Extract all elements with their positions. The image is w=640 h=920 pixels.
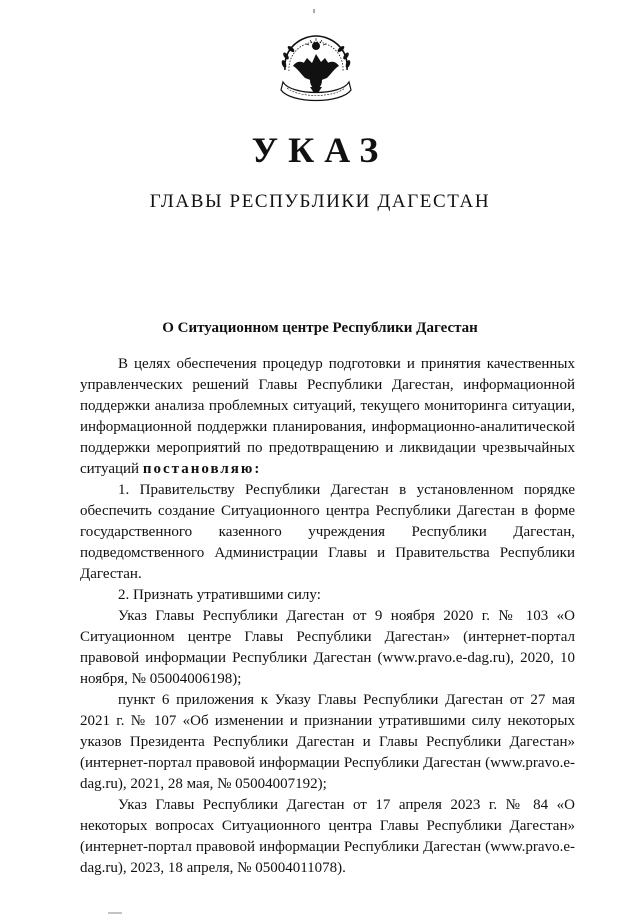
paragraph-3: Указ Главы Республики Дагестан от 9 ноября 2020 г. № 103 «О Ситуационном центре Главы Республики Дагестан» (интернет-портал правовой информации Республики Дагестан (www.pravo.e-dag.ru), 2020, 10 ноября, № 05004006198); — [80, 608, 575, 687]
scan-artifact-bottom — [108, 902, 122, 906]
preamble-paragraph — [80, 354, 575, 480]
paragraph-4: пункт 6 приложения к Указу Главы Республики Дагестан от 27 мая 2021 г. № 107 «Об изменении и признании утратившими силу некоторых указов Президента Республики Дагестан и Главы Республики Дагестан» (интернет-портал правовой информации Республики Дагестан (www.pravo.e-dag.ru), 2021, 28 мая, № 05004007192); — [80, 692, 575, 792]
document-title: УКАЗ — [251, 130, 389, 170]
preamble-text: В целях обеспечения процедур подготовки и принятия качественных управленческих решений Главы Республики Дагестан, информационной поддержки анализа проблемных ситуаций, текущего мониторинга ситуации, информационной поддержки планирования, информационно-аналитической поддержки мероприятий по предотвращению и ликвидации чрезвычайных ситуаций — [80, 356, 575, 477]
coat-of-arms-icon — [271, 30, 361, 110]
paragraph-2: 2. Признать утратившими силу: — [118, 587, 321, 603]
decree-word: постановляю: — [142, 461, 262, 477]
document-heading: О Ситуационном центре Республики Дагестан — [162, 320, 478, 336]
paragraph-5: Указ Главы Республики Дагестан от 17 апреля 2023 г. № 84 «О некоторых вопросах Ситуационного центра Главы Республики Дагестан» (интернет-портал правовой информации Республики Дагестан (www.pravo.e-dag.ru), 2023, 18 апреля, № 05004011078). — [80, 797, 575, 876]
document-subtitle: ГЛАВЫ РЕСПУБЛИКИ ДАГЕСТАН — [149, 191, 491, 212]
paragraph-1: 1. Правительству Республики Дагестан в установленном порядке обеспечить создание Ситуационного центра Республики Дагестан в форме государственного казенного учреждения Республики Дагестан, подведомственного Администрации Главы и Правительства Республики Дагестан. — [80, 482, 575, 582]
document-body — [80, 354, 575, 879]
scan-artifact — [311, 0, 317, 4]
